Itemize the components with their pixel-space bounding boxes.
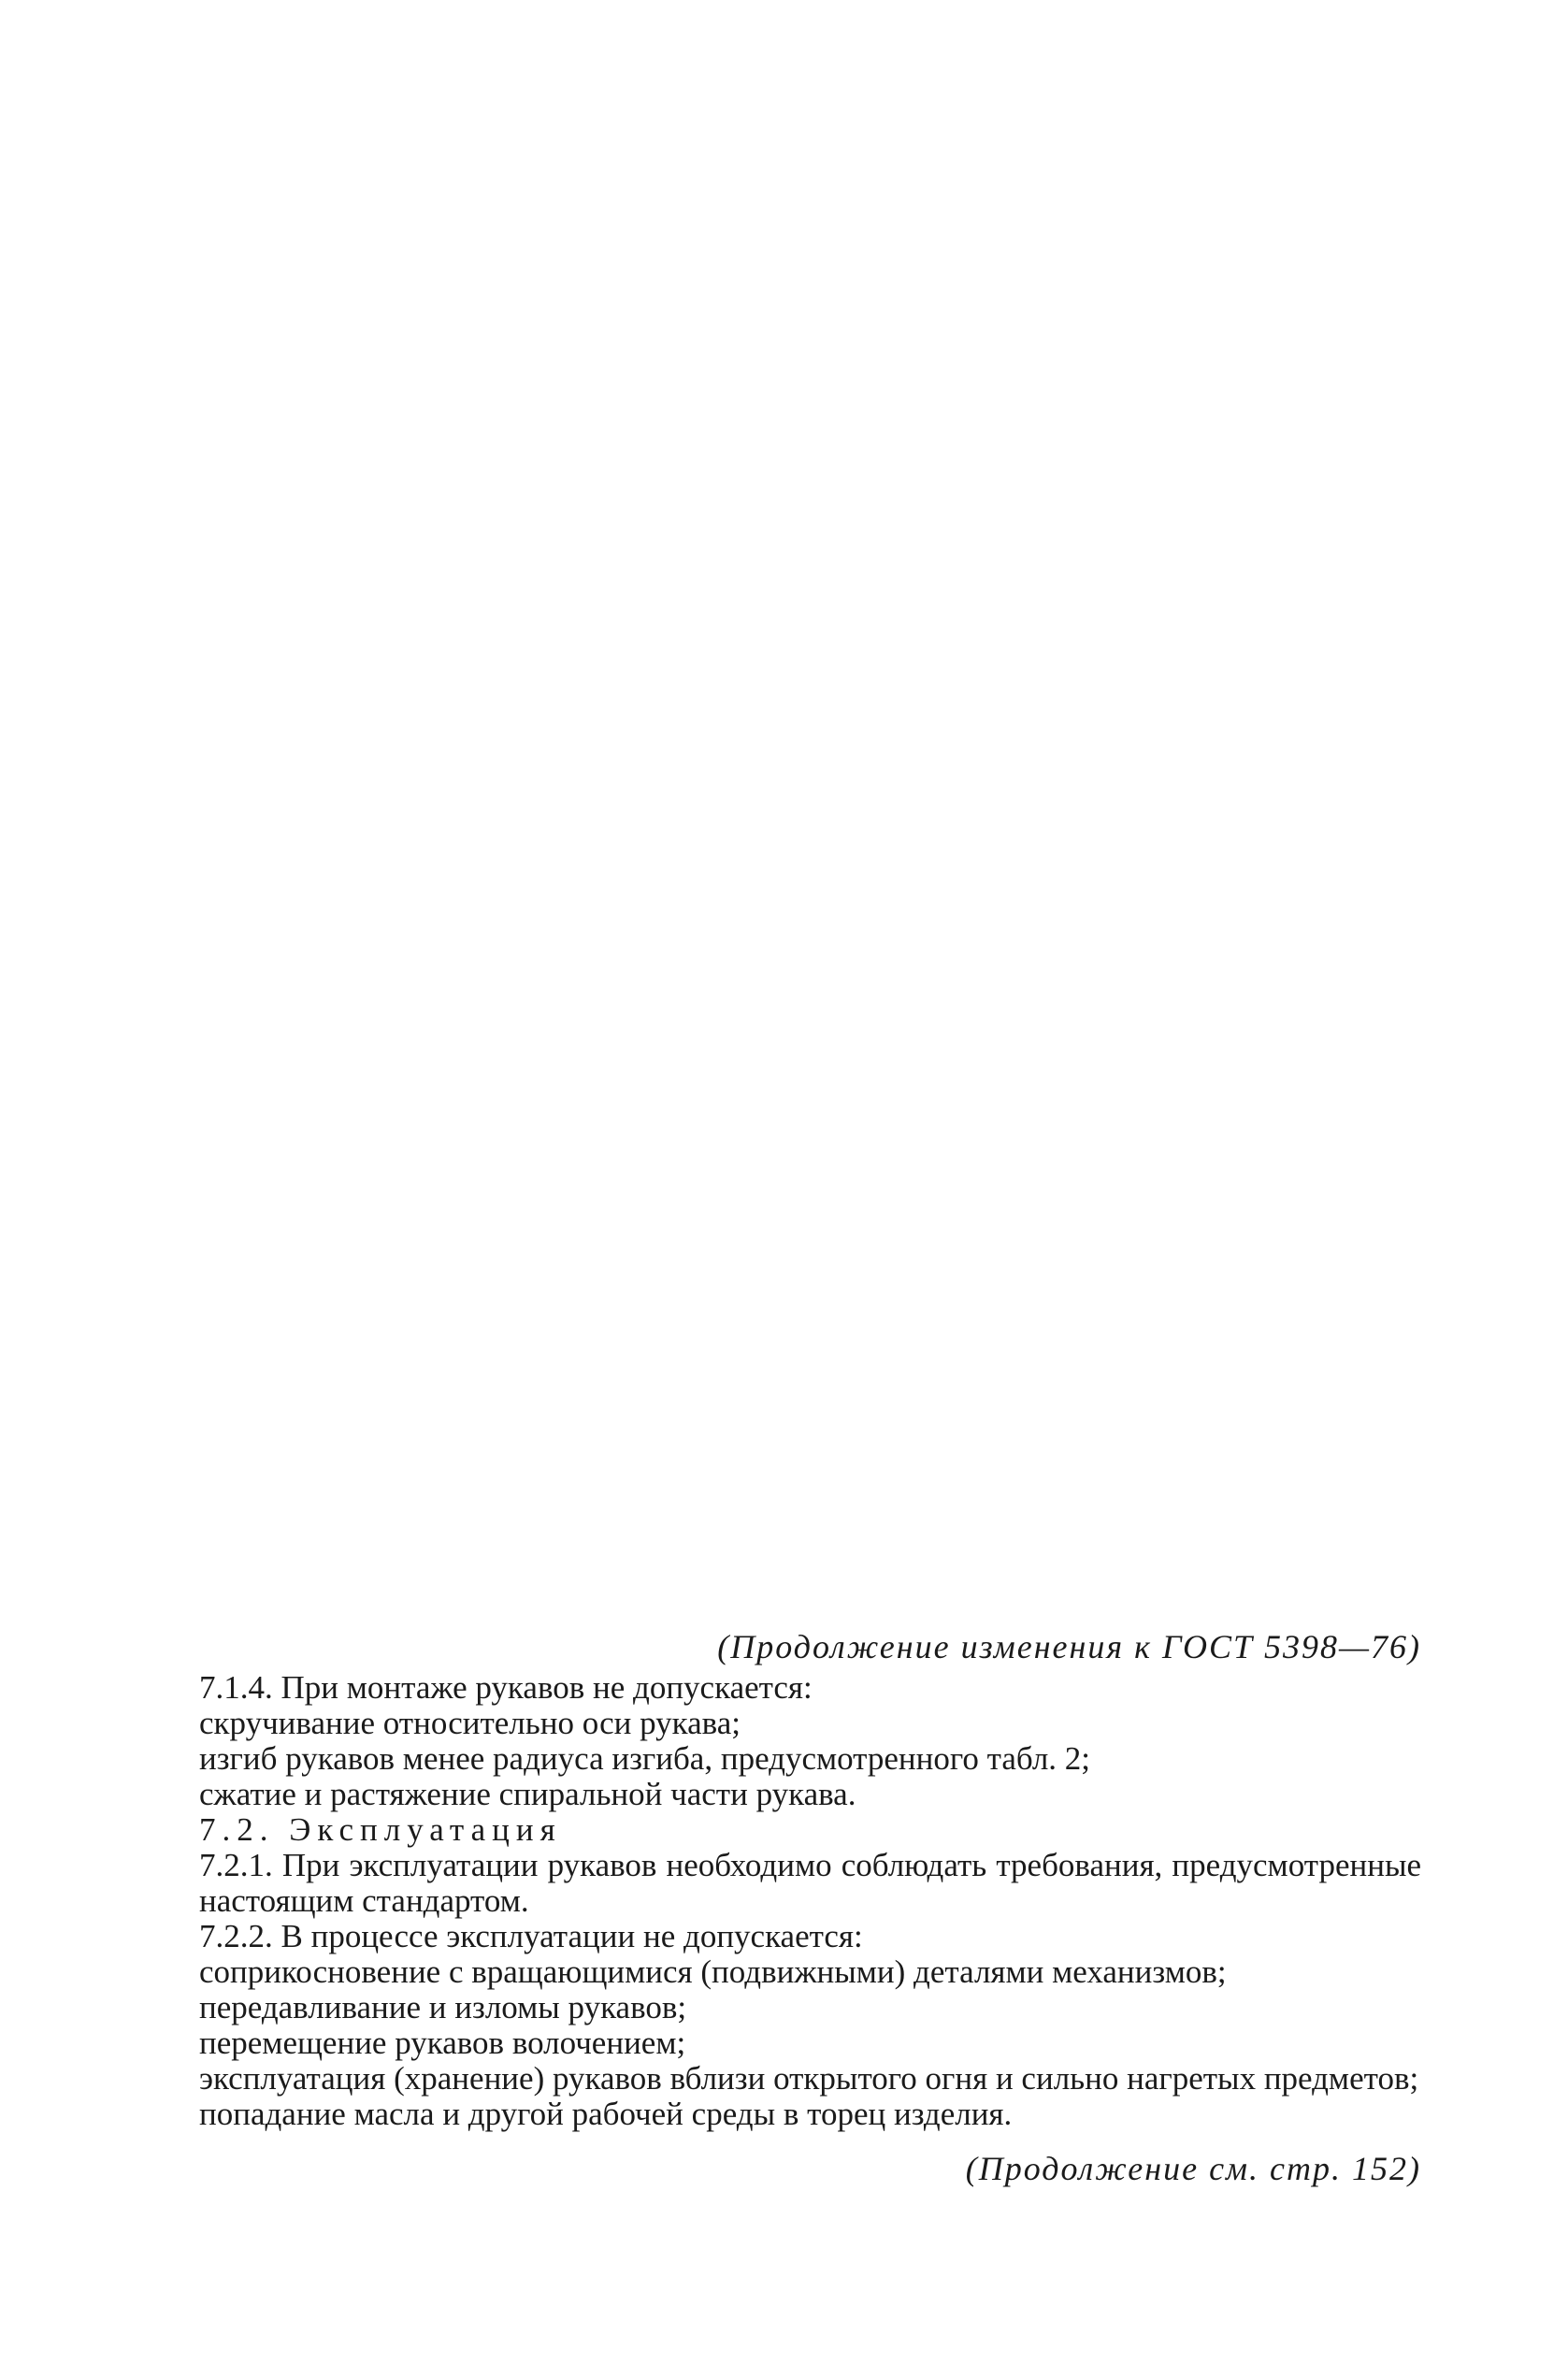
list-item-twisting: скручивание относительно оси рукава; — [199, 1705, 741, 1741]
list-item-dragging: перемещение рукавов волочением; — [199, 2025, 686, 2061]
list-item-fire: эксплуатация (хранение) рукавов вблизи открытого огня и сильно нагретых предметов; — [199, 2060, 1419, 2097]
list-item-crushing: передавливание и изломы рукавов; — [199, 1989, 687, 2025]
paragraph-7-1-4: 7.1.4. При монтаже рукавов не допускается: — [199, 1669, 813, 1706]
list-item-compression: сжатие и растяжение спиральной части рукава. — [199, 1776, 856, 1812]
list-item-oil: попадание масла и другой рабочей среды в торец изделия. — [199, 2096, 1013, 2132]
list-item-bending: изгиб рукавов менее радиуса изгиба, предусмотренного табл. 2; — [199, 1740, 1091, 1777]
document-text-block — [129, 1629, 1421, 2186]
continuation-footer: (Продолжение см. стр. 152) — [965, 2150, 1421, 2187]
continuation-header: (Продолжение изменения к ГОСТ 5398—76) — [717, 1628, 1421, 1665]
section-heading-7-2: 7.2. Эксплуатация — [199, 1811, 562, 1848]
paragraph-7-2-1: 7.2.1. При эксплуатации рукавов необходимо соблюдать требования, предусмотренные настоящим стандартом. — [199, 1847, 1421, 1919]
list-item-contact: соприкосновение с вращающимися (подвижными) деталями механизмов; — [199, 1953, 1227, 1990]
paragraph-7-2-2: 7.2.2. В процессе эксплуатации не допускается: — [199, 1918, 863, 1954]
